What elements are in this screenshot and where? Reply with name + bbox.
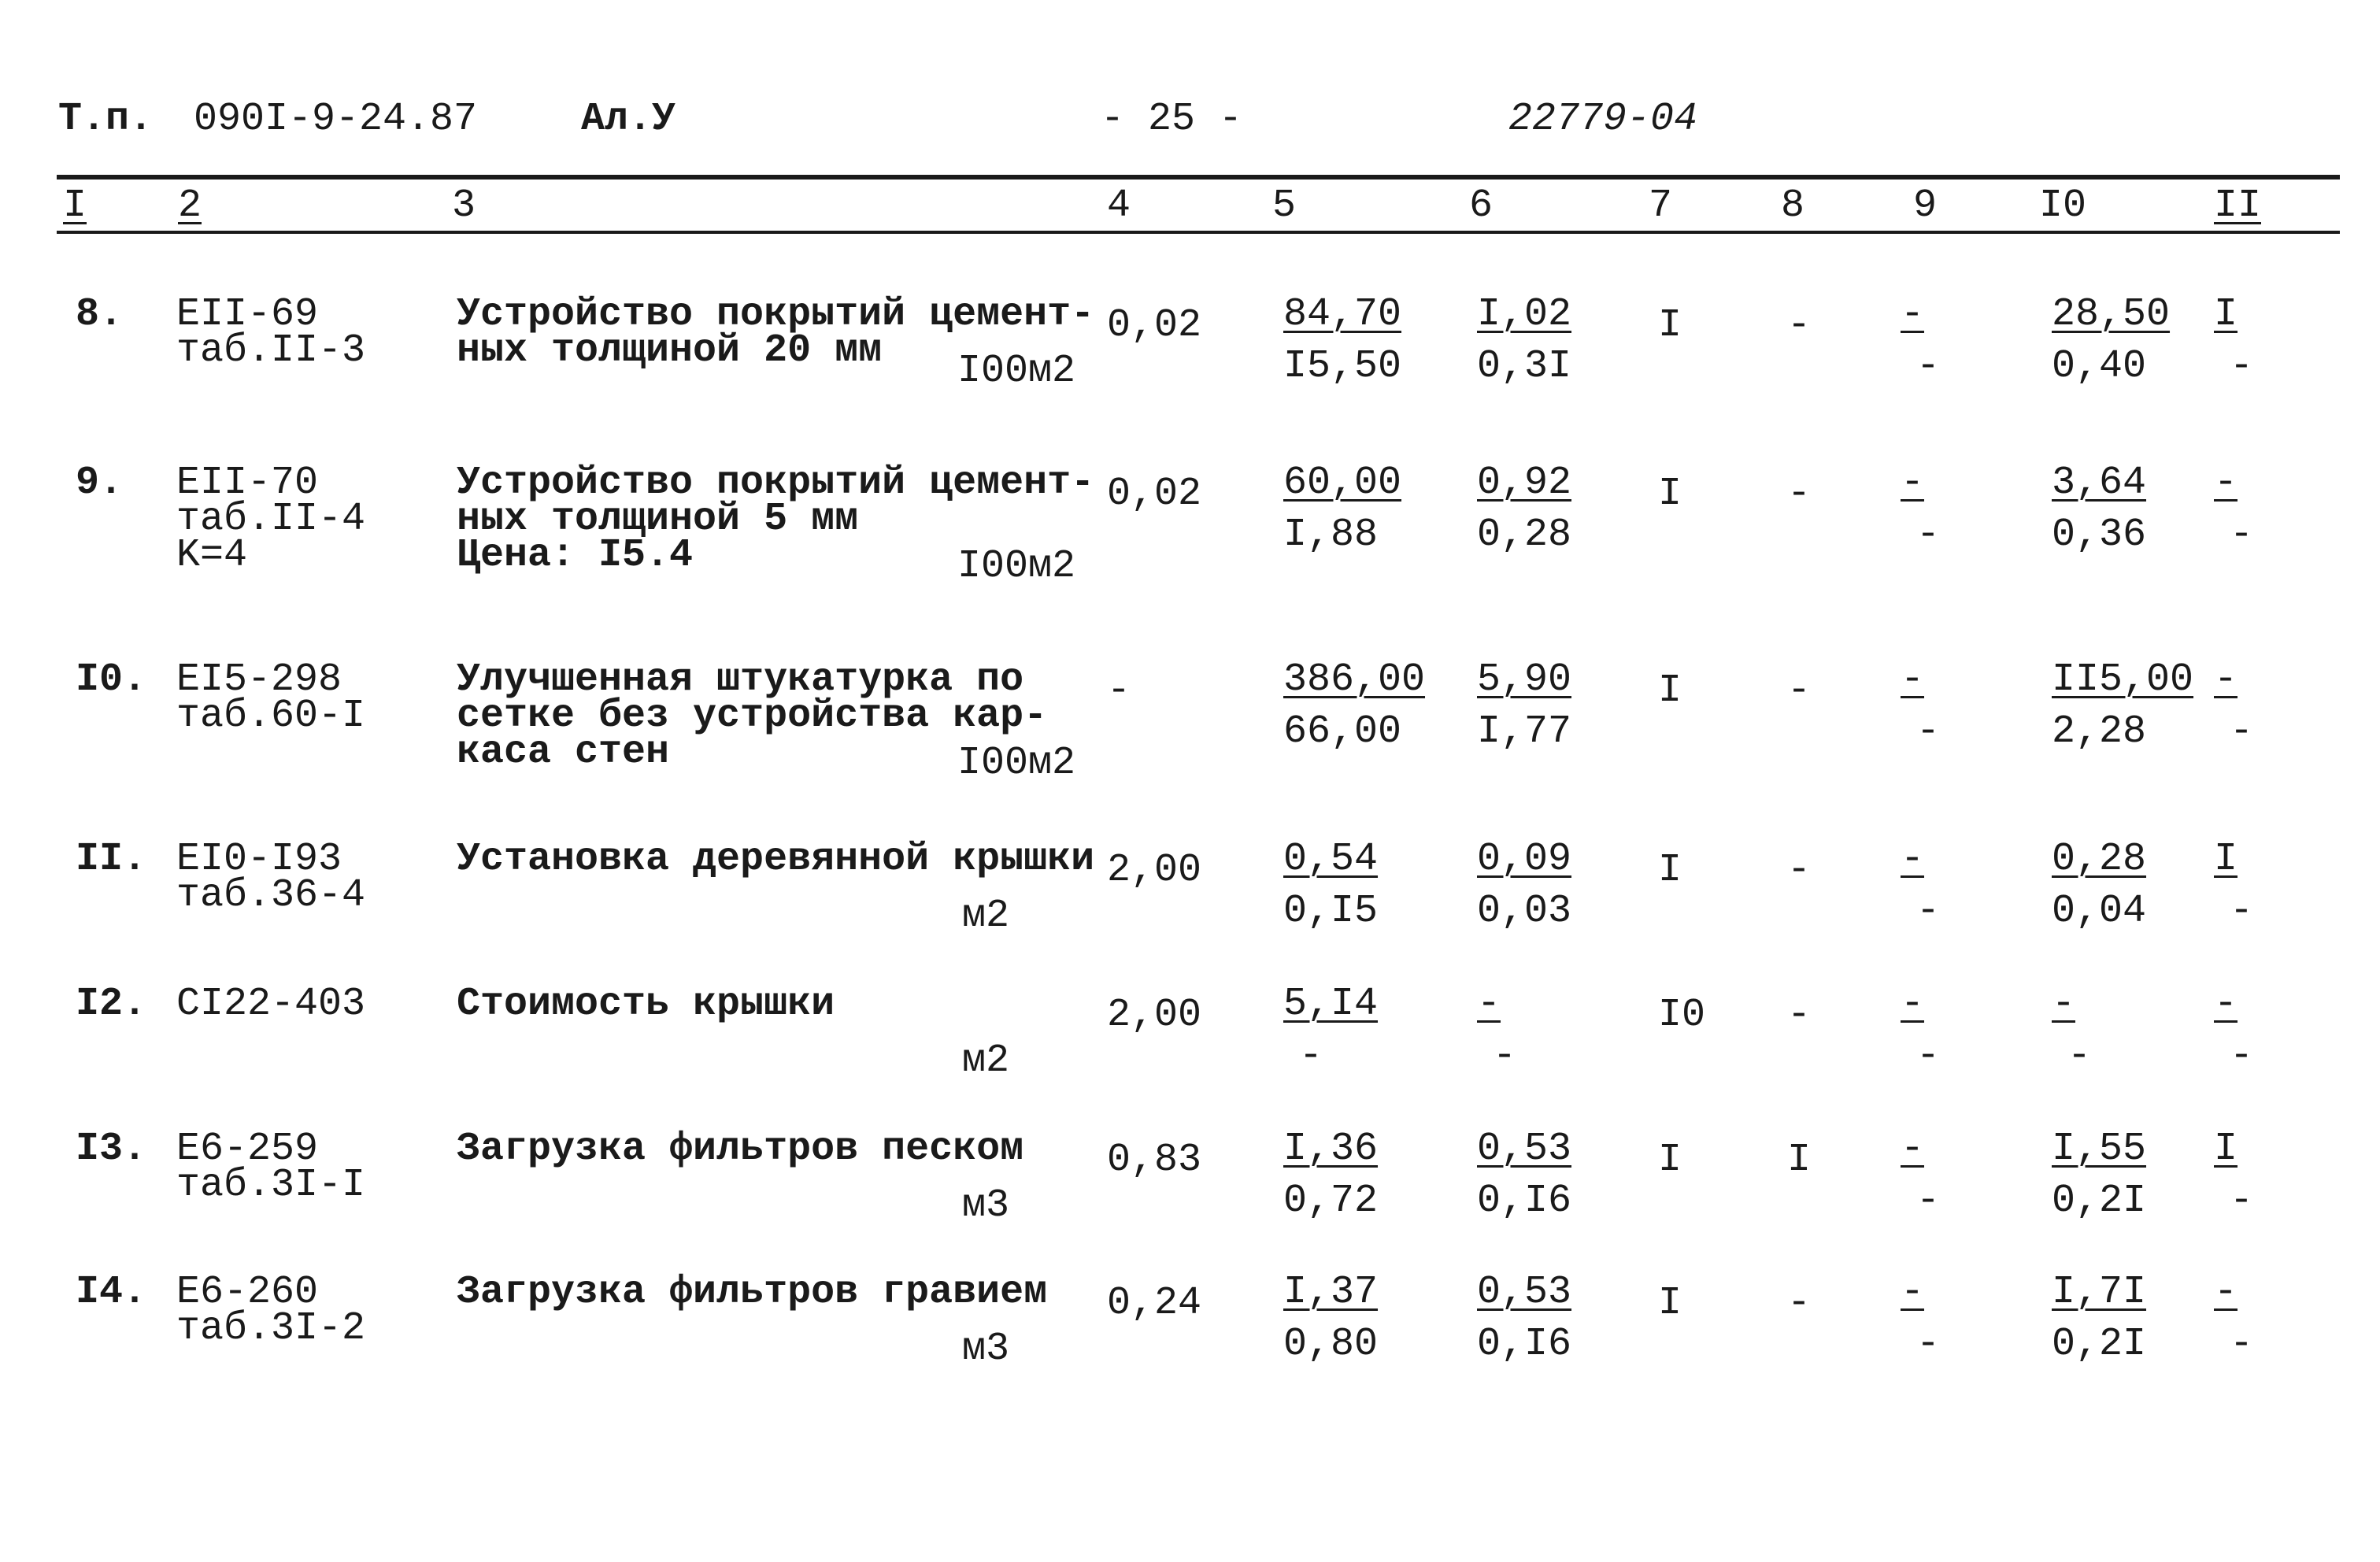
coefficient: I [1658, 472, 1682, 516]
column-8-value: I [1787, 1138, 1812, 1183]
cost-per-unit-top: 0,54 [1283, 837, 1379, 882]
coefficient: I [1658, 303, 1682, 348]
unit-of-measure: м2 [962, 894, 1010, 938]
wage-per-unit-top: 0,09 [1477, 837, 1572, 882]
unit-of-measure: м3 [962, 1327, 1010, 1371]
row-number: II. [76, 837, 147, 882]
column-8-value: - [1787, 668, 1812, 713]
wage-per-unit-bottom: 0,28 [1477, 513, 1572, 557]
extra-cost-top: - [2214, 657, 2238, 702]
album-label: Ал.У [581, 97, 676, 142]
unit-of-measure: I00м2 [957, 741, 1076, 786]
cost-per-unit-bottom: I,88 [1283, 513, 1379, 557]
column-number-1: I [63, 183, 87, 228]
unit-of-measure: м2 [962, 1038, 1010, 1083]
cost-per-unit-bottom: 0,72 [1283, 1179, 1379, 1223]
labor-cost-top: II5,00 [2052, 657, 2194, 702]
norm-code: EI5-298 [176, 657, 342, 702]
norm-code: EII-70 [176, 461, 319, 505]
quantity: 0,24 [1107, 1281, 1202, 1326]
extra-cost-top: I [2214, 837, 2238, 882]
column-8-value: - [1787, 1281, 1812, 1326]
column-number-2: 2 [178, 183, 202, 228]
tp-label: Т.п. [58, 97, 154, 142]
machine-cost-bottom: - [1916, 513, 1941, 557]
wage-per-unit-bottom: I,77 [1477, 709, 1572, 754]
row-number: 9. [76, 461, 124, 505]
header-bottom-rule [57, 231, 2340, 234]
column-number-4: 4 [1107, 183, 1131, 228]
machine-cost-top: - [1901, 982, 1925, 1027]
extra-cost-bottom: - [2230, 513, 2254, 557]
cost-per-unit-bottom: I5,50 [1283, 344, 1402, 389]
quantity: 0,83 [1107, 1138, 1202, 1183]
column-8-value: - [1787, 472, 1812, 516]
doc-code: 090I-9-24.87 [194, 97, 478, 142]
labor-cost-top: - [2052, 982, 2076, 1027]
cost-per-unit-bottom: 0,80 [1283, 1322, 1379, 1367]
norm-code: E6-260 [176, 1270, 319, 1315]
wage-per-unit-top: 0,53 [1477, 1127, 1572, 1172]
extra-cost-bottom: - [2230, 1179, 2254, 1223]
extra-cost-top: - [2214, 982, 2238, 1027]
quantity: 2,00 [1107, 848, 1202, 893]
coefficient: I [1658, 668, 1682, 713]
coefficient: I [1658, 1281, 1682, 1326]
cost-per-unit-bottom: 66,00 [1283, 709, 1402, 754]
labor-cost-bottom: 0,2I [2052, 1179, 2147, 1223]
machine-cost-bottom: - [1916, 709, 1941, 754]
doc-id: 22779-04 [1508, 97, 1698, 142]
extra-cost-bottom: - [2230, 1322, 2254, 1367]
work-description: Загрузка фильтров песком [457, 1127, 1024, 1172]
machine-cost-bottom: - [1916, 344, 1941, 389]
cost-per-unit-top: 386,00 [1283, 657, 1426, 702]
row-number: I4. [76, 1270, 147, 1315]
extra-cost-top: - [2214, 1270, 2238, 1315]
machine-cost-bottom: - [1916, 1179, 1941, 1223]
norm-code: EII-69 [176, 292, 319, 337]
wage-per-unit-top: - [1477, 982, 1501, 1027]
norm-code: таб.3I-I [176, 1163, 366, 1208]
page-number: - 25 - [1101, 97, 1243, 142]
wage-per-unit-top: 0,92 [1477, 461, 1572, 505]
coefficient: I [1658, 1138, 1682, 1183]
machine-cost-top: - [1901, 461, 1925, 505]
cost-per-unit-top: 60,00 [1283, 461, 1402, 505]
work-description: ных толщиной 20 мм [457, 328, 883, 373]
wage-per-unit-bottom: 0,3I [1477, 344, 1572, 389]
coefficient: I0 [1658, 993, 1706, 1038]
quantity: 2,00 [1107, 993, 1202, 1038]
column-8-value: - [1787, 303, 1812, 348]
cost-per-unit-bottom: 0,I5 [1283, 889, 1379, 934]
labor-cost-bottom: 0,2I [2052, 1322, 2147, 1367]
coefficient: I [1658, 848, 1682, 893]
labor-cost-bottom: 0,36 [2052, 513, 2147, 557]
cost-per-unit-top: I,37 [1283, 1270, 1379, 1315]
wage-per-unit-bottom: - [1493, 1034, 1517, 1079]
quantity: 0,02 [1107, 472, 1202, 516]
column-number-10: I0 [2039, 183, 2087, 228]
work-description: Стоимость крышки [457, 982, 835, 1027]
quantity: 0,02 [1107, 303, 1202, 348]
unit-of-measure: I00м2 [957, 544, 1076, 589]
machine-cost-bottom: - [1916, 889, 1941, 934]
quantity: - [1107, 668, 1131, 713]
row-number: I2. [76, 982, 147, 1027]
extra-cost-top: I [2214, 292, 2238, 337]
work-description: Устройство покрытий цемент- [457, 461, 1095, 505]
machine-cost-top: - [1901, 657, 1925, 702]
norm-code: таб.II-4 [176, 497, 366, 542]
labor-cost-top: 0,28 [2052, 837, 2147, 882]
extra-cost-bottom: - [2230, 709, 2254, 754]
labor-cost-bottom: 0,40 [2052, 344, 2147, 389]
machine-cost-bottom: - [1916, 1034, 1941, 1079]
column-number-11: II [2214, 183, 2262, 228]
norm-code: K=4 [176, 533, 248, 578]
unit-of-measure: I00м2 [957, 349, 1076, 394]
cost-per-unit-top: 84,70 [1283, 292, 1402, 337]
machine-cost-top: - [1901, 1270, 1925, 1315]
extra-cost-bottom: - [2230, 344, 2254, 389]
row-number: 8. [76, 292, 124, 337]
labor-cost-top: 3,64 [2052, 461, 2147, 505]
norm-code: EI0-I93 [176, 837, 342, 882]
work-description: Улучшенная штукатурка по [457, 657, 1024, 702]
machine-cost-top: - [1901, 1127, 1925, 1172]
wage-per-unit-bottom: 0,03 [1477, 889, 1572, 934]
header-top-rule [57, 175, 2340, 180]
row-number: I0. [76, 657, 147, 702]
column-number-6: 6 [1469, 183, 1494, 228]
row-number: I3. [76, 1127, 147, 1172]
labor-cost-bottom: - [2067, 1034, 2092, 1079]
work-description: каса стен [457, 730, 670, 775]
norm-code: таб.60-I [176, 694, 366, 738]
column-number-7: 7 [1649, 183, 1673, 228]
labor-cost-top: I,7I [2052, 1270, 2147, 1315]
labor-cost-top: 28,50 [2052, 292, 2171, 337]
extra-cost-top: - [2214, 461, 2238, 505]
labor-cost-bottom: 2,28 [2052, 709, 2147, 754]
column-number-3: 3 [452, 183, 476, 228]
norm-code: таб.36-4 [176, 873, 366, 918]
column-8-value: - [1787, 848, 1812, 893]
machine-cost-top: - [1901, 837, 1925, 882]
labor-cost-bottom: 0,04 [2052, 889, 2147, 934]
work-description: ных толщиной 5 мм [457, 497, 859, 542]
norm-code: таб.II-3 [176, 328, 366, 373]
cost-per-unit-top: 5,I4 [1283, 982, 1379, 1027]
extra-cost-top: I [2214, 1127, 2238, 1172]
cost-per-unit-top: I,36 [1283, 1127, 1379, 1172]
extra-cost-bottom: - [2230, 889, 2254, 934]
extra-cost-bottom: - [2230, 1034, 2254, 1079]
norm-code: таб.3I-2 [176, 1306, 366, 1351]
column-number-8: 8 [1781, 183, 1805, 228]
column-number-9: 9 [1913, 183, 1938, 228]
wage-per-unit-bottom: 0,I6 [1477, 1179, 1572, 1223]
wage-per-unit-top: 5,90 [1477, 657, 1572, 702]
machine-cost-bottom: - [1916, 1322, 1941, 1367]
work-description: Цена: I5.4 [457, 533, 694, 578]
norm-code: CI22-403 [176, 982, 366, 1027]
machine-cost-top: - [1901, 292, 1925, 337]
norm-code: E6-259 [176, 1127, 319, 1172]
column-8-value: - [1787, 993, 1812, 1038]
labor-cost-top: I,55 [2052, 1127, 2147, 1172]
cost-per-unit-bottom: - [1299, 1034, 1323, 1079]
wage-per-unit-top: I,02 [1477, 292, 1572, 337]
work-description: Установка деревянной крышки [457, 837, 1095, 882]
work-description: Устройство покрытий цемент- [457, 292, 1095, 337]
work-description: сетке без устройства кар- [457, 694, 1048, 738]
column-number-5: 5 [1272, 183, 1297, 228]
work-description: Загрузка фильтров гравием [457, 1270, 1048, 1315]
unit-of-measure: м3 [962, 1183, 1010, 1228]
wage-per-unit-bottom: 0,I6 [1477, 1322, 1572, 1367]
wage-per-unit-top: 0,53 [1477, 1270, 1572, 1315]
